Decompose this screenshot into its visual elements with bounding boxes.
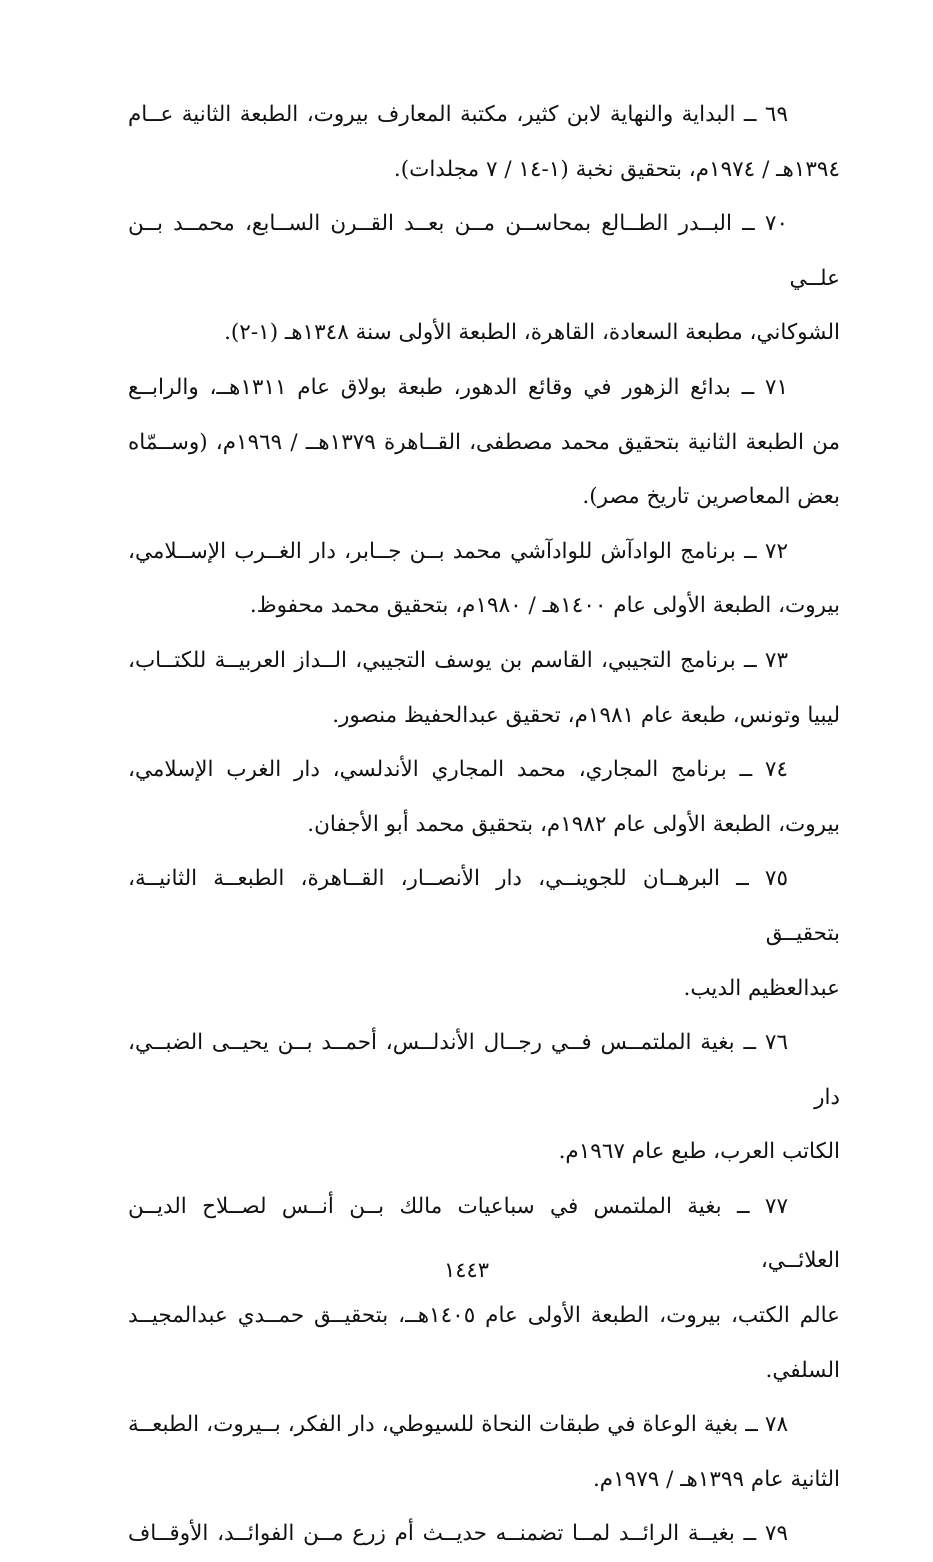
- entry-continuation: الثانية عام ١٣٩٩هـ / ١٩٧٩م.: [592, 1466, 840, 1492]
- bibliography-entry-75: [128, 852, 840, 1016]
- entry-continuation: بيروت، الطبعة الأولى عام ١٩٨٢م، بتحقيق محمد أبو الأجفان.: [307, 811, 840, 837]
- bibliography-entry-69: [128, 88, 840, 197]
- bibliography-entry-74: [128, 743, 840, 852]
- entry-first-line: ٧٦ ــ بغية الملتمــس فــي رجــال الأندلــس، أحمــد بــن يحيــى الضبــي، دار: [128, 1030, 840, 1110]
- bibliography-entry-79: [128, 1507, 840, 1562]
- entry-continuation: عالم الكتب، بيروت، الطبعة الأولى عام ١٤٠٥هــ، بتحقيــق حمــدي عبدالمجيــد السلفي.: [128, 1303, 841, 1383]
- bibliography-entry-73: [128, 634, 840, 743]
- entry-continuation: ١٣٩٤هـ / ١٩٧٤م، بتحقيق نخبة (١-١٤ / ٧ مجلدات).: [393, 156, 840, 182]
- entry-first-line: ٧٤ ــ برنامج المجاري، محمد المجاري الأندلسي، دار الغرب الإسلامي،: [128, 757, 788, 783]
- bibliography-entry-77: [128, 1180, 840, 1398]
- entry-continuation: بيروت، الطبعة الأولى عام ١٤٠٠هـ / ١٩٨٠م، بتحقيق محمد محفوظ.: [249, 593, 840, 619]
- entry-continuation: عبدالعظيم الديب.: [683, 975, 840, 1001]
- entry-first-line: ٦٩ ــ البداية والنهاية لابن كثير، مكتبة المعارف بيروت، الطبعة الثانية عــام: [128, 102, 788, 127]
- bibliography-entry-76: [128, 1016, 840, 1180]
- bibliography-entry-72: [128, 525, 840, 634]
- entry-first-line: ٧٠ ــ البــدر الطــالع بمحاســن مــن بعــد القــرن الســابع، محمــد بــن علــي: [128, 211, 840, 291]
- bibliography-entry-78: [128, 1398, 840, 1507]
- entry-continuation: الشوكاني، مطبعة السعادة، القاهرة، الطبعة الأولى سنة ١٣٤٨هـ (١-٢).: [224, 320, 840, 346]
- bibliography-entry-71: [128, 361, 840, 525]
- entry-first-line: ٧٩ ــ بغيــة الرائــد لمــا تضمنــه حديــث أم زرع مــن الفوائــد، الأوقــاف: [128, 1521, 788, 1547]
- entry-first-line: ٧١ ــ بدائع الزهور في وقائع الدهور، طبعة بولاق عام ١٣١١هــ، والرابــع: [128, 374, 788, 400]
- bibliography-entry-70: [128, 197, 840, 361]
- entry-continuation: من الطبعة الثانية بتحقيق محمد مصطفى، القــاهرة ١٣٧٩هــ / ١٩٦٩م، (وســمّاه بعض المعاصرين تاريخ مصر).: [128, 429, 841, 510]
- entry-first-line: ٧٧ ــ بغية الملتمس في سباعيات مالك بــن أنــس لصــلاح الديــن العلائــي،: [128, 1193, 840, 1274]
- entry-first-line: ٧٢ ــ برنامج الوادآش للوادآشي محمد بــن جــابر، دار الغــرب الإســلامي،: [128, 538, 788, 564]
- bibliography-page: [128, 88, 840, 1562]
- entry-first-line: ٧٣ ــ برنامج التجيبي، القاسم بن يوسف التجيبي، الــداز العربيــة للكتــاب،: [128, 647, 788, 673]
- entry-continuation: ليبيا وتونس، طبعة عام ١٩٨١م، تحقيق عبدالحفيظ منصور.: [332, 702, 840, 728]
- entry-first-line: ٧٨ ــ بغية الوعاة في طبقات النحاة للسيوطي، دار الفكر، بــيروت، الطبعــة: [128, 1412, 788, 1438]
- page-number: ١٤٤٣: [443, 1258, 490, 1282]
- entry-first-line: ٧٥ ــ البرهــان للجوينــي، دار الأنصــار، القــاهرة، الطبعــة الثانيــة، بتحقيــق: [128, 866, 840, 946]
- entry-continuation: الكاتب العرب، طبع عام ١٩٦٧م.: [558, 1139, 840, 1165]
